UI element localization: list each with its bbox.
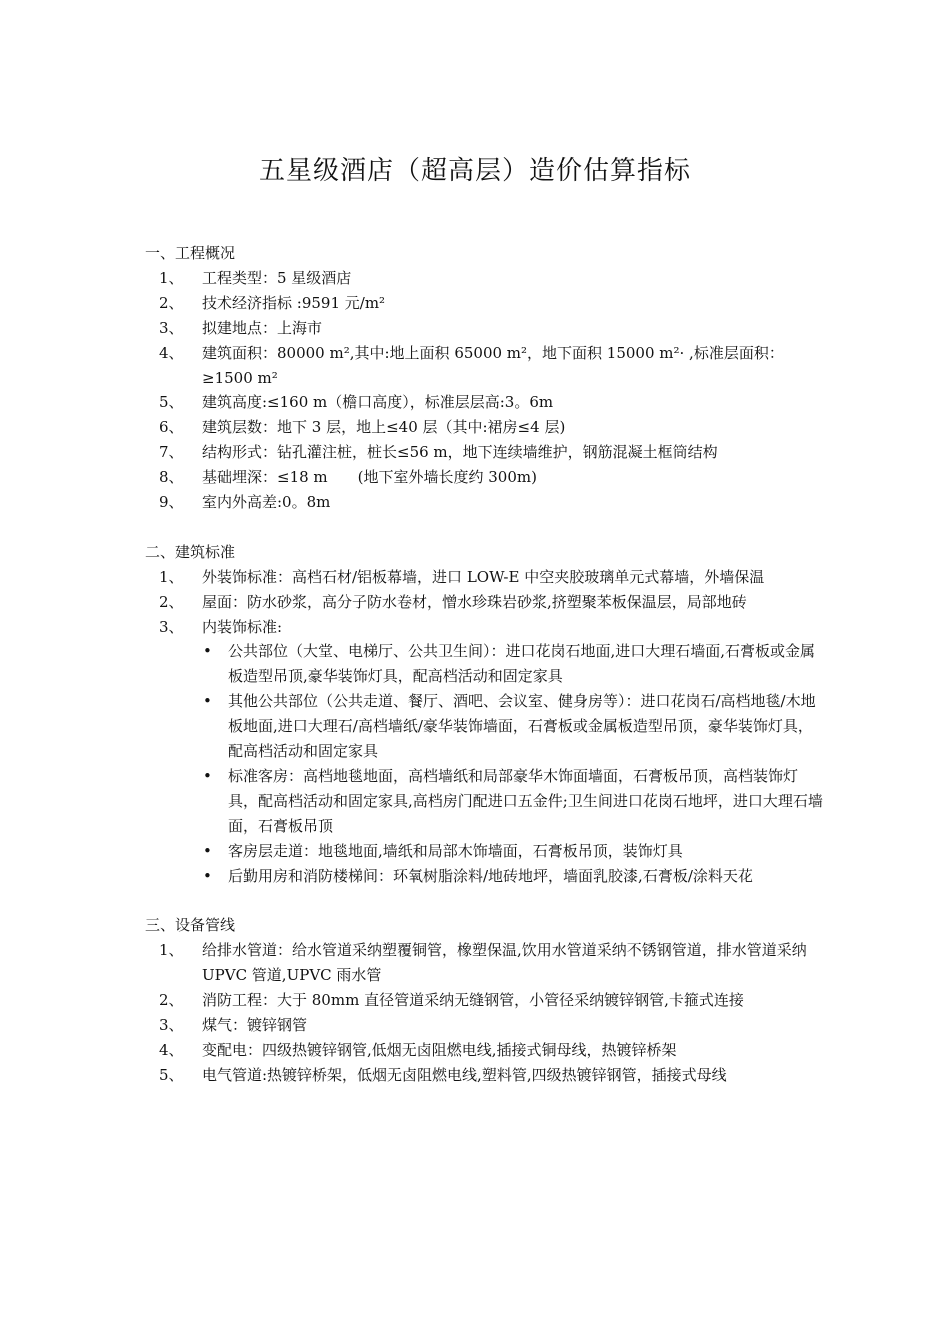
list-item: [145, 440, 825, 465]
list-item: [145, 341, 825, 391]
item-text: 工程类型：5 星级酒店: [202, 268, 352, 287]
list-item: [145, 590, 825, 615]
section-spacer: [145, 889, 825, 914]
item-text: 结构形式：钻孔灌注桩，桩长≤56 m，地下连续墙维护，钢筋混凝土框筒结构: [202, 443, 718, 462]
item-text: 拟建地点：上海市: [202, 318, 323, 337]
item-number: 5、: [159, 393, 184, 412]
bullet-icon: •: [203, 841, 212, 860]
list-item: [145, 490, 825, 515]
list-item: [145, 316, 825, 341]
item-number: 7、: [159, 443, 184, 462]
bullet-item: [145, 839, 825, 864]
document-body: [145, 241, 825, 1088]
section-building-standards: [145, 540, 825, 889]
item-text: 给排水管道：给水管道采纳塑覆铜管，橡塑保温,饮用水管道采纳不锈钢管道，排水管道采纳 UPVC 管道,UPVC 雨水管: [202, 941, 807, 985]
list-item: [145, 1013, 825, 1038]
item-text: 外装饰标准：高档石材/铝板幕墙，进口 LOW-E 中空夹胶玻璃单元式幕墙，外墙保温: [202, 567, 765, 586]
bullet-icon: •: [203, 766, 212, 785]
item-text: 室内外高差:0。8m: [202, 493, 331, 512]
list-item: [145, 1038, 825, 1063]
list-item: [145, 1063, 825, 1088]
section-equipment-pipelines: [145, 913, 825, 1087]
list-item: [145, 938, 825, 988]
item-number: 8、: [159, 468, 184, 487]
list-item: [145, 988, 825, 1013]
document-title: 五星级酒店（超高层）造价估算指标: [258, 156, 691, 186]
bullet-text: 客房层走道：地毯地面,墙纸和局部木饰墙面，石膏板吊顶，装饰灯具: [228, 841, 683, 860]
item-number: 4、: [159, 1040, 184, 1059]
item-number: 9、: [159, 493, 184, 512]
item-text: 基础埋深：≤18 m (地下室外墙长度约 300m): [202, 468, 537, 487]
list-item: [145, 291, 825, 316]
bullet-item: [145, 639, 825, 689]
list-item: [145, 415, 825, 440]
bullet-icon: •: [203, 866, 212, 885]
list-item: [145, 615, 825, 640]
item-text: 技术经济指标 :9591 元/m²: [202, 293, 386, 312]
list-item: [145, 390, 825, 415]
bullet-icon: •: [203, 642, 212, 661]
item-number: 2、: [159, 991, 184, 1010]
bullet-item: [145, 764, 825, 839]
item-number: 3、: [159, 617, 184, 636]
item-text: 内装饰标准:: [202, 617, 283, 636]
item-number: 1、: [159, 941, 184, 960]
item-text: 消防工程：大于 80mm 直径管道采纳无缝钢管，小管径采纳镀锌钢管,卡箍式连接: [202, 991, 744, 1010]
list-item: [145, 465, 825, 490]
bullet-text: 标准客房：高档地毯地面，高档墙纸和局部豪华木饰面墙面，石膏板吊顶，高档装饰灯具，配高档活动和固定家具,高档房门配进口五金件;卫生间进口花岗石地坪，进口大理石墙面，石膏板吊顶: [228, 766, 823, 835]
item-text: 变配电：四级热镀锌钢管,低烟无卤阻燃电线,插接式铜母线，热镀锌桥架: [202, 1040, 677, 1059]
item-text: 电气管道:热镀锌桥架，低烟无卤阻燃电线,塑料管,四级热镀锌钢管，插接式母线: [202, 1065, 727, 1084]
item-text: 煤气：镀锌钢管: [202, 1016, 308, 1035]
bullet-text: 其他公共部位（公共走道、餐厅、酒吧、会议室、健身房等）：进口花岗石/高档地毯/木地板地面,进口大理石/高档墙纸/豪华装饰墙面，石膏板或金属板造型吊顶，豪华装饰灯具，配高档活动和固定家具: [228, 692, 816, 761]
section-heading: 一、工程概况: [145, 244, 236, 262]
list-item: [145, 266, 825, 291]
item-number: 2、: [159, 293, 184, 312]
item-number: 2、: [159, 592, 184, 611]
item-text: 建筑层数：地下 3 层，地上≤40 层（其中:裙房≤4 层): [202, 418, 566, 437]
item-number: 5、: [159, 1065, 184, 1084]
list-item: [145, 565, 825, 590]
bullet-item: [145, 689, 825, 764]
bullet-text: 公共部位（大堂、电梯厅、公共卫生间）：进口花岗石地面,进口大理石墙面,石膏板或金属板造型吊顶,豪华装饰灯具，配高档活动和固定家具: [228, 642, 816, 686]
item-number: 6、: [159, 418, 184, 437]
bullet-text: 后勤用房和消防楼梯间：环氧树脂涂料/地砖地坪，墙面乳胶漆,石膏板/涂料天花: [228, 866, 753, 885]
bullet-icon: •: [203, 692, 212, 711]
item-text: 建筑面积：80000 m²,其中:地上面积 65000 m²，地下面积 15000 m²· ,标准层面积：≥1500 m²: [202, 343, 784, 387]
section-spacer: [145, 515, 825, 540]
section-heading: 二、建筑标准: [145, 542, 236, 561]
section-project-overview: [145, 241, 825, 515]
item-text: 屋面：防水砂浆，高分子防水卷材，憎水珍珠岩砂浆,挤塑聚苯板保温层，局部地砖: [202, 592, 747, 611]
item-number: 1、: [159, 567, 184, 586]
bullet-item: [145, 864, 825, 889]
item-number: 3、: [159, 1016, 184, 1035]
item-number: 1、: [159, 268, 184, 287]
item-number: 3、: [159, 318, 184, 337]
item-number: 4、: [159, 343, 184, 362]
item-text: 建筑高度:≤160 m（檐口高度），标准层层高:3。6m: [202, 393, 554, 412]
section-heading: 三、设备管线: [145, 916, 236, 935]
